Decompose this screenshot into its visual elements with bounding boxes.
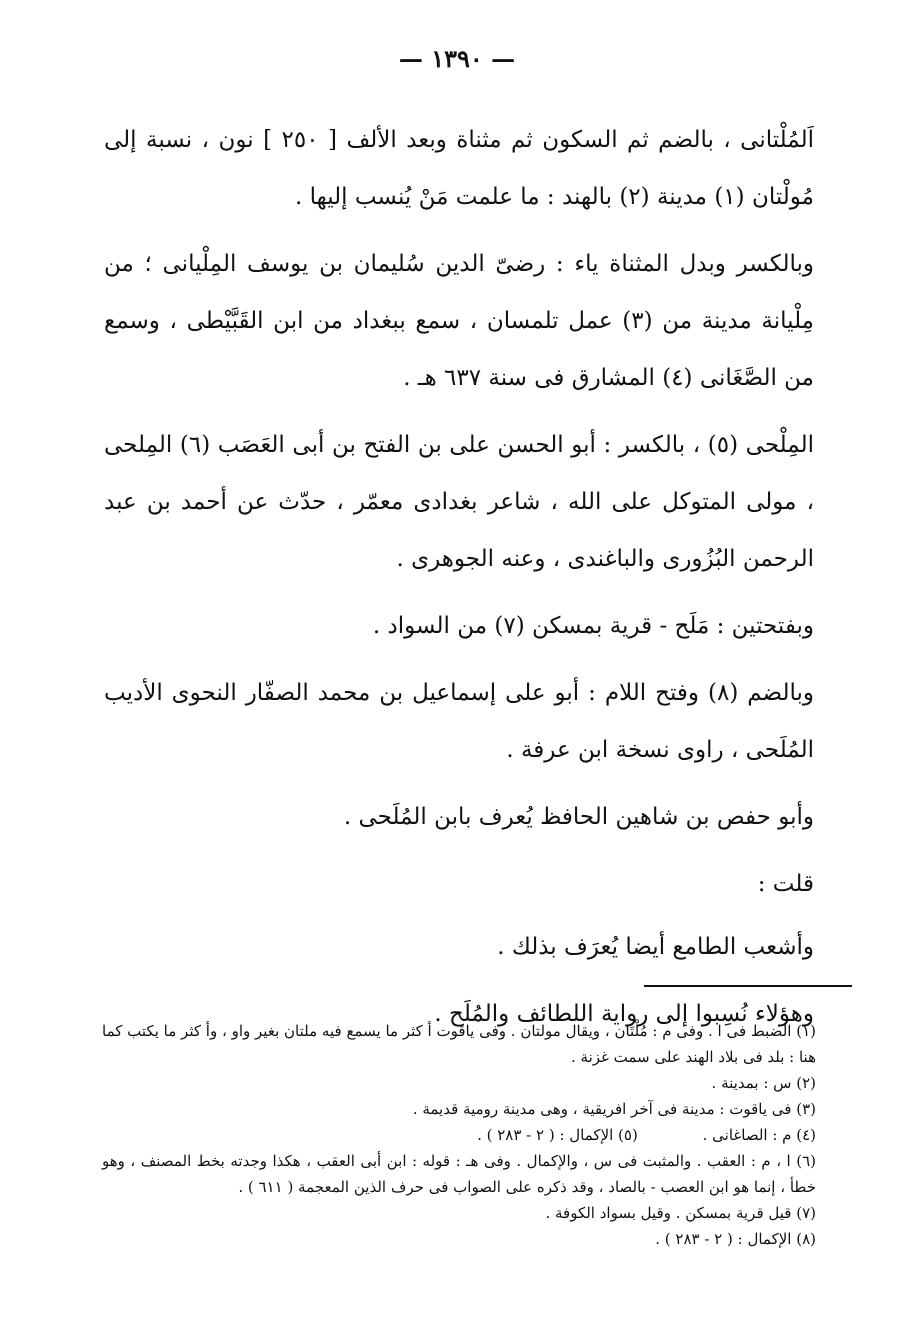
entry-miliani: وبالكسر وبدل المثناة ياء : رضىّ الدين سُليمان بن يوسف المِلْيانى ؛ من مِلْيانة مدينة من (٣) عمل تلمسان ، سمع ببغداد من ابن القَبَّيْطى ، وسمع من الصَّغَانى (٤) المشارق فى سنة ٦٣٧ هـ . (104, 251, 815, 391)
entry-closing: وهؤلاء نُسِبوا إلى رواية اللطائف والمُلَح . (434, 1001, 814, 1027)
entry-multani: اَلمُلْتانى ، بالضم ثم السكون ثم مثناة وبعد الألف [ ٢٥٠ ] نون ، نسبة إلى مُولْتان (١) مدينة (٢) بالهند : ما علمت مَنْ يُنسب إليها . (104, 127, 814, 210)
author-remark-heading: قلت : (757, 871, 814, 897)
footnote-separator (644, 985, 852, 987)
footnote-pair-4-5 (102, 1122, 816, 1148)
page-number: — ١٣٩٠ — (398, 44, 516, 73)
entry-mulahi: وبالضم (٨) وفتح اللام : أبو على إسماعيل بن محمد الصفّار النحوى الأديب المُلَحى ، راوى نسخة ابن عرفة . (104, 680, 815, 763)
entry-milhi: المِلْحى (٥) ، بالكسر : أبو الحسن على بن الفتح بن أبى العَصَب (٦) المِلحى ، مولى المتوكل على الله ، شاعر بغدادى معمّر ، حدّث عن أحمد بن عبد الرحمن البُزُورى والباغندى ، وعنه الجوهرى . (104, 432, 814, 572)
footnote-1: (١) الضبط فى ا . وفى م : مُلْتَان ، ويقال مولتان . وفى ياقوت أ كثر ما يسمع فيه ملتان بغير واو ، وأ كثر ما يكتب كما هنا : بلد فى بلاد الهند على سمت غزنة . (102, 1022, 816, 1066)
entry-malah: وبفتحتين : مَلَح - قرية بمسكن (٧) من السواد . (372, 613, 814, 639)
footnote-5: (٥) الإكمال : ( ٢ - ٢٨٣ ) . (477, 1126, 638, 1144)
footnote-7: (٧) قيل قرية بمسكن . وقيل بسواد الكوفة . (545, 1204, 816, 1222)
footnote-6: (٦) ا ، م : العقب . والمثبت فى س ، والإكمال . وفى هـ : قوله : ابن أبى العقب ، هكذا وجدته بخط المصنف ، وهو خطأ ، إنما هو ابن العصب - بالصاد ، وقد ذكره على الصواب فى حرف الذين المعجمة ( ٦١١ ) . (102, 1152, 816, 1196)
footnote-2: (٢) س : بمدينة . (711, 1074, 816, 1092)
entry-ashab: وأشعب الطامع أيضا يُعرَف بذلك . (497, 934, 814, 960)
footnotes (102, 1018, 816, 1252)
footnote-8: (٨) الإكمال : ( ٢ - ٢٨٣ ) . (655, 1230, 816, 1248)
main-text (104, 112, 814, 1053)
footnote-3: (٣) فى ياقوت : مدينة فى آخر افريقية ، وهى مدينة رومية قديمة . (412, 1100, 816, 1118)
footnote-4: (٤) م : الصاغانى . (702, 1126, 816, 1144)
entry-ibn-shahin: وأبو حفص بن شاهين الحافظ يُعرف بابن المُلَحى . (343, 804, 814, 830)
